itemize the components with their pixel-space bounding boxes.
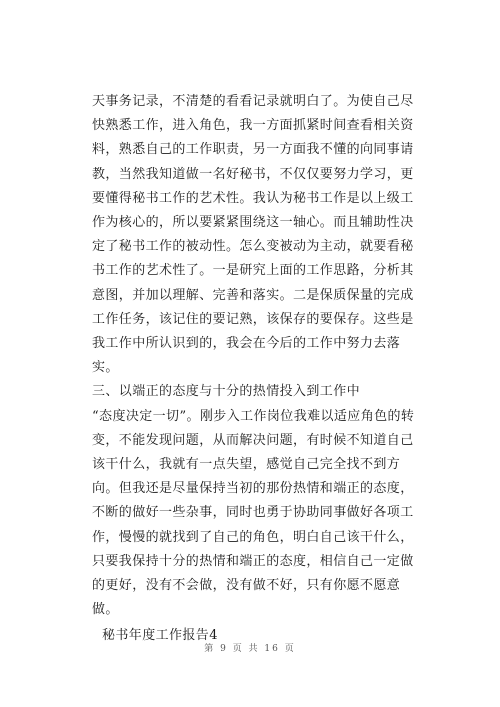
- body-paragraph-1: 天事务记录，不清楚的看看记录就明白了。为使自己尽快熟悉工作，进入角色，我一方面抓紧时间查看相关资料，熟悉自己的工作职责，另一方面我不懂的向同事请教，当然我知道做一名好秘书，不仅仅要努力学习，更要懂得秘书工作的艺术性。我认为秘书工作是以上级工作为核心的，所以要紧紧围绕这一轴心。而且辅助性决定了秘书工作的被动性。怎么变被动为主动，就要看秘书工作的艺术性了。一是研究上面的工作思路，分析其意图，并加以理解、完善和落实。二是保质保量的完成工作任务，该记住的要记熟，该保存的要保存。这些是我工作中所认识到的，我会在今后的工作中努力去落实。: [92, 94, 414, 376]
- page-footer: 第 9 页 共 16 页: [204, 644, 296, 654]
- document-body: [92, 90, 418, 649]
- body-paragraph-2: “态度决定一切”。刚步入工作岗位我难以适应角色的转变，不能发现问题，从而解决问题，有时候不知道自己该干什么，我就有一点失望，感觉自己完全找不到方向。但我还是尽量保持当初的那份热情和端正的态度，不断的做好一些杂事，同时也勇于协助同事做好各项工作，慢慢的就找到了自己的角色，明白自己该干什么，只要我保持十分的热情和端正的态度，相信自己一定做的更好，没有不会做，没有做不好，只有你愿不愿意做。: [92, 408, 415, 618]
- next-report-title: 秘书年度工作报告4: [102, 628, 218, 644]
- section-heading-3: 三、以端正的态度与十分的热情投入到工作中: [92, 384, 361, 400]
